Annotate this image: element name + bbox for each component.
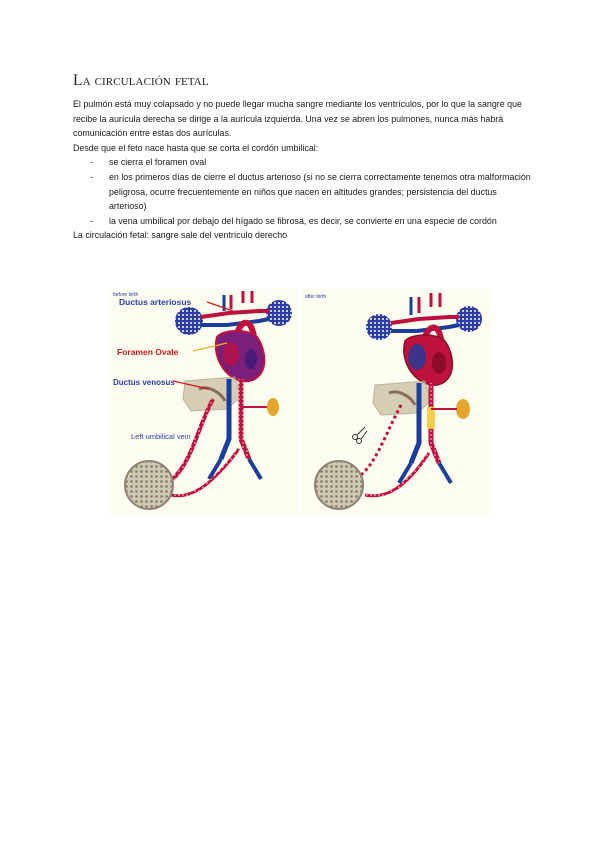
pulmonary-artery [201, 311, 269, 317]
label-foramen-ovale: Foramen Ovale [117, 347, 179, 357]
scissors-icon [353, 427, 368, 444]
descending-aorta [241, 379, 249, 459]
kidney [267, 398, 279, 416]
left-ventricle [245, 349, 257, 369]
label-left-umbilical-vein: Left umbilical vein [131, 432, 191, 441]
list-item-text: en los primeros días de cierre el ductus arterioso (si no se cierra correctamente tenemos otra malformación peligrosa, ocurre frecuentemente en niños que nacen en altitudes grandes; persistencia del ductus arterioso) [109, 171, 531, 212]
after-birth-caption: after birth [305, 294, 327, 300]
right-lung [266, 300, 292, 326]
inferior-vena-cava-segment [427, 407, 435, 429]
right-ventricle [408, 344, 426, 370]
list-item [73, 170, 533, 214]
document-body [73, 97, 533, 243]
paragraph: El pulmón está muy colapsado y no puede llegar mucha sangre mediante los ventrículos, por lo que la sangre que recibe la aurícula derecha se dirige a la aurícula izquierda. Una vez se abren los pulmones, nunca más habrá comunicación entre estas dos aurículas. [73, 99, 522, 139]
bullet-list [73, 155, 533, 228]
list-item-text: la vena umbilical por debajo del hígado se fibrosa, es decir, se convierte en una especie de cordón [109, 215, 497, 226]
after-birth-panel [305, 293, 482, 509]
panel-divider [299, 289, 301, 515]
fetal-heart [216, 331, 265, 381]
fetal-circulation-figure [109, 289, 492, 515]
circulation-diagram [109, 289, 492, 515]
left-lung [366, 314, 392, 340]
paragraph: La circulación fetal: sangre sale del ventrículo derecho [73, 230, 288, 241]
list-item [73, 155, 533, 170]
left-lung [175, 307, 203, 335]
label-arrow [207, 302, 233, 311]
label-ductus-venosus: Ductus venosus [113, 378, 175, 387]
dash-bullet: - [90, 157, 93, 168]
page-title: La circulación fetal [73, 72, 209, 89]
liver [183, 377, 241, 411]
list-item-text: se cierra el foramen oval [109, 157, 207, 168]
list-item [73, 214, 533, 229]
neck-arteries [419, 293, 440, 313]
label-ductus-arteriosus: Ductus arteriosus [119, 297, 192, 307]
paragraph: Desde que el feto nace hasta que se corta el cordón umbilical: [73, 142, 319, 153]
right-ventricle [223, 342, 239, 366]
placenta [125, 461, 173, 509]
right-lung [456, 306, 482, 332]
kidney [456, 399, 470, 419]
dash-bullet: - [90, 171, 93, 182]
dash-bullet: - [90, 215, 93, 226]
before-birth-caption: before birth [113, 292, 139, 298]
left-ventricle [432, 352, 446, 374]
before-birth-panel [113, 291, 292, 509]
placenta [315, 461, 363, 509]
pulmonary-vein [201, 319, 269, 325]
pulmonary-artery [391, 317, 459, 323]
neck-arteries [231, 291, 252, 309]
liver [373, 381, 431, 415]
